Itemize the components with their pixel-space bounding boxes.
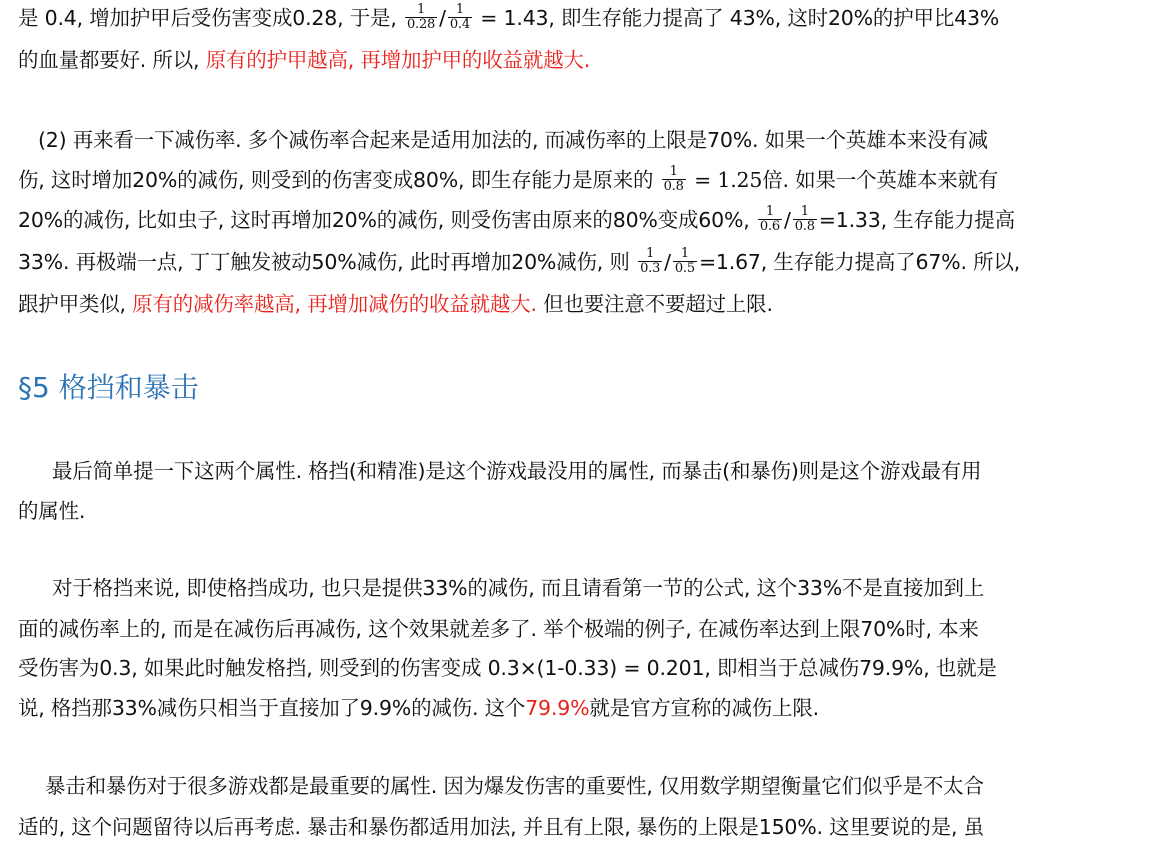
p4-line-4 — [18, 692, 819, 724]
p2-text: 33%. 再极端一点, 丁丁触发被动50%减伤, 此时再增加20%减伤, 则 — [18, 250, 630, 274]
p4-line-2 — [18, 613, 979, 645]
p2-text: 跟护甲类似, — [18, 292, 126, 316]
fraction-denominator: 0.4 — [449, 16, 470, 32]
p2-line-1 — [38, 124, 988, 156]
p5-line-1 — [45, 770, 984, 802]
p2-line-3 — [18, 204, 1015, 236]
p1-line-1 — [18, 2, 999, 34]
highlight-red-text: 原有的护甲越高, 再增加护甲的收益就越大. — [205, 48, 591, 72]
p2-text: 伤, 这时增加20%的减伤, 则受到的伤害变成80%, 即生存能力是原来的 — [18, 168, 654, 192]
p3-line-2 — [18, 495, 85, 527]
fraction-numerator: 1 — [758, 205, 782, 220]
fraction-denominator: 0.8 — [663, 178, 684, 194]
fraction-numerator: 1 — [673, 247, 697, 262]
p2-text: 20%的减伤, 比如虫子, 这时再增加20%的减伤, 则受伤害由原来的80%变成60%, — [18, 208, 750, 232]
section-heading: §5 格挡和暴击 — [18, 371, 199, 404]
fraction-numerator: 1 — [448, 3, 472, 18]
fraction-denominator: 0.28 — [406, 16, 436, 32]
fraction-denominator: 0.8 — [794, 218, 815, 234]
highlight-red-text: 原有的减伤率越高, 再增加减伤的收益就越大. — [132, 292, 537, 316]
slash: / — [783, 208, 791, 232]
p4-text: 就是官方宣称的减伤上限. — [589, 696, 819, 720]
fraction — [662, 165, 686, 194]
fraction — [673, 247, 697, 276]
p2-text: (2) 再来看一下减伤率. 多个减伤率合起来是适用加法的, 而减伤率的上限是70%. 如果一个英雄本来没有减 — [38, 128, 988, 152]
fraction-numerator: 1 — [405, 3, 437, 18]
fraction — [448, 3, 472, 32]
p2-text: =1.67, 生存能力提高了67%. 所以, — [698, 250, 1021, 274]
fraction-numerator: 1 — [793, 205, 817, 220]
fraction-denominator: 0.5 — [674, 260, 695, 276]
fraction — [405, 3, 437, 32]
p2-line-2 — [18, 164, 998, 196]
p5-text: 适的, 这个问题留待以后再考虑. 暴击和暴伤都适用加法, 并且有上限, 暴伤的上限是150%. 这里要说的是, 虽 — [18, 815, 984, 839]
slash: / — [439, 6, 446, 30]
p5-text: 暴击和暴伤对于很多游戏都是最重要的属性. 因为爆发伤害的重要性, 仅用数学期望衡量它们似乎是不太合 — [45, 774, 984, 798]
p2-line-5 — [18, 288, 773, 320]
fraction-numerator: 1 — [638, 247, 662, 262]
fraction — [638, 247, 662, 276]
p4-text: 说, 格挡那33%减伤只相当于直接加了9.9%的减伤. 这个 — [18, 696, 526, 720]
p5-line-2 — [18, 811, 984, 843]
p2-text: 倍. 如果一个英雄本来就有 — [762, 168, 999, 192]
p1-text: 是 0.4, 增加护甲后受伤害变成0.28, 于是, — [18, 6, 397, 30]
p4-line-3 — [18, 652, 997, 684]
p4-text: 面的减伤率上的, 而是在减伤后再减伤, 这个效果就差多了. 举个极端的例子, 在减伤率达到上限70%时, 本来 — [18, 617, 979, 641]
fraction-denominator: 0.3 — [640, 260, 661, 276]
p2-text: =1.33, 生存能力提高 — [818, 208, 1016, 232]
p1-text: 的血量都要好. 所以, — [18, 48, 200, 72]
p3-text: 的属性. — [18, 499, 86, 523]
fraction — [793, 205, 817, 234]
slash: / — [664, 250, 671, 274]
fraction — [758, 205, 782, 234]
p1-line-2 — [18, 44, 590, 76]
equation: = 1.25 — [694, 168, 763, 192]
p4-line-1 — [52, 572, 984, 604]
p4-text: 受伤害为0.3, 如果此时触发格挡, 则受到的伤害变成 0.3×(1-0.33) = 0.201, 即相当于总减伤79.9%, 也就是 — [18, 656, 997, 680]
p3-text: 最后简单提一下这两个属性. 格挡(和精准)是这个游戏最没用的属性, 而暴击(和暴伤)则是这个游戏最有用 — [52, 459, 982, 483]
highlight-red-text: 79.9% — [525, 696, 590, 720]
p3-line-1 — [52, 455, 981, 487]
fraction-numerator: 1 — [662, 165, 686, 180]
fraction-denominator: 0.6 — [759, 218, 780, 234]
p4-text: 对于格挡来说, 即使格挡成功, 也只是提供33%的减伤, 而且请看第一节的公式, 这个33%不是直接加到上 — [52, 576, 985, 600]
p2-text: 但也要注意不要超过上限. — [543, 292, 773, 316]
p1-text: = 1.43, 即生存能力提高了 43%, 这时20%的护甲比43% — [480, 6, 1000, 30]
p2-line-4 — [18, 246, 1020, 278]
